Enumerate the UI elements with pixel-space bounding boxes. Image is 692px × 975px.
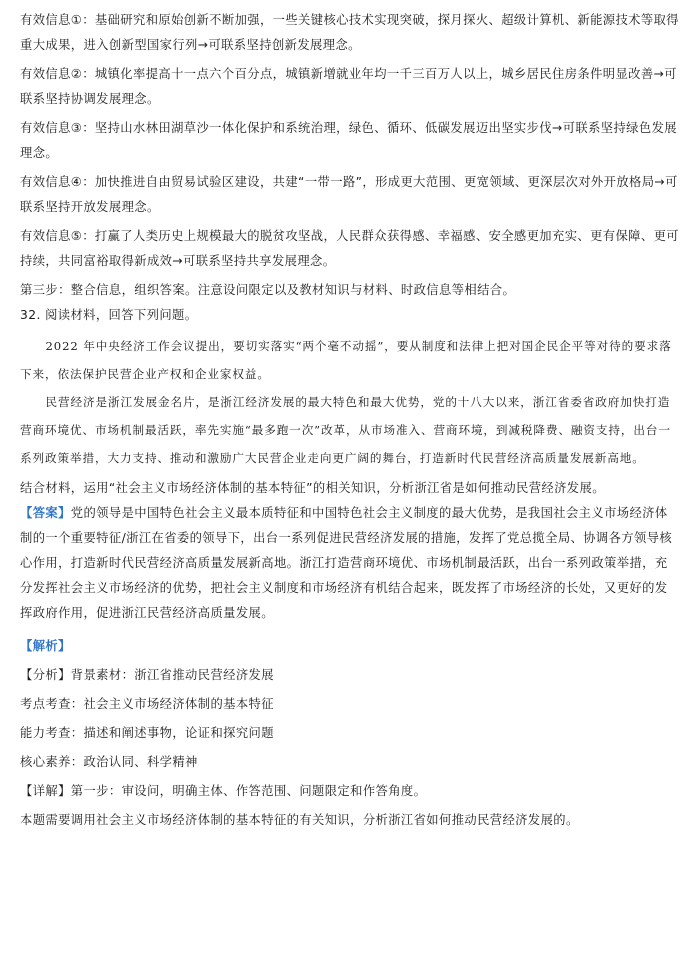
info-item-2: 有效信息②：城镇化率提高十一点六个百分点，城镇新增就业年均一千三百万人以上，城乡居民住房条件明显改善→可联系坚持协调发展理念。 xyxy=(20,67,677,106)
material-paragraph-2: 民营经济是浙江发展金名片，是浙江经济发展的最大特色和最大优势，党的十八大以来，浙江省委省政府加快打造营商环境优、市场机制最活跃，率先实施“最多跑一次”改革，从市场准入、营商环境，到减税降费、融资支持，出台一系列政策举措，大力支持、推动和激励广大民营企业走向更广阔的舞台，打造新时代民营经济高质量发展新高地。 xyxy=(20,395,671,465)
info-item-4: 有效信息④：加快推进自由贸易试验区建设，共建“一带一路”，形成更大范围、更宽领域、更深层次对外开放格局→可联系坚持开放发展理念。 xyxy=(20,175,678,214)
step3-text: 第三步：整合信息，组织答案。注意设问限定以及教材知识与材料、时政信息等相结合。 xyxy=(20,283,516,297)
info-item-3: 有效信息③：坚持山水林田湖草沙一体化保护和系统治理，绿色、循环、低碳发展迈出坚实步伐→可联系坚持绿色发展理念。 xyxy=(20,121,677,160)
question-prompt: 结合材料，运用“社会主义市场经济体制的基本特征”的相关知识，分析浙江省是如何推动民营经济发展。 xyxy=(20,481,605,495)
analysis-label: 【解析】 xyxy=(20,639,71,653)
analysis-line-4: 核心素养：政治认同、科学精神 xyxy=(20,755,198,769)
analysis-line-2: 考点考查：社会主义市场经济体制的基本特征 xyxy=(20,697,274,711)
analysis-line-1: 【分析】背景素材：浙江省推动民营经济发展 xyxy=(20,668,274,682)
detail-step1-text: 第一步：审设问，明确主体、作答范围、问题限定和作答角度。 xyxy=(70,784,427,798)
detail-label: 【详解】 xyxy=(20,784,71,798)
answer-block xyxy=(20,501,680,626)
material-paragraph-1: 2022 年中央经济工作会议提出，要切实落实“两个毫不动摇”，要从制度和法律上把对国企民企平等对待的要求落下来，依法保护民营企业产权和企业家权益。 xyxy=(20,339,672,381)
info-item-5: 有效信息⑤：打赢了人类历史上规模最大的脱贫攻坚战，人民群众获得感、幸福感、安全感更加充实、更有保障、更可持续，共同富裕取得新成效→可联系坚持共享发展理念。 xyxy=(20,229,679,268)
detail-step1 xyxy=(20,779,680,804)
analysis-line-3: 能力考查：描述和阐述事物，论证和探究问题 xyxy=(20,726,274,740)
answer-label: 【答案】 xyxy=(20,506,71,520)
detail-text: 本题需要调用社会主义市场经济体制的基本特征的有关知识，分析浙江省如何推动民营经济发展的。 xyxy=(20,813,579,827)
info-item-1: 有效信息①：基础研究和原始创新不断加强，一些关键核心技术实现突破，探月探火、超级计算机、新能源技术等取得重大成果，进入创新型国家行列→可联系坚持创新发展理念。 xyxy=(20,13,679,52)
answer-text: 党的领导是中国特色社会主义最本质特征和中国特色社会主义制度的最大优势，是我国社会主义市场经济体制的一个重要特征/浙江在省委的领导下，出台一系列促进民营经济发展的措施，发挥了党总揽全局、协调各方领导核心作用，打造新时代民营经济高质量发展新高地。浙江打造营商环境优、市场机制最活跃，出台一系列政策举措，充分发挥社会主义市场经济的优势，把社会主义制度和市场经济有机结合起来，既发挥了市场经济的长处，又更好的发挥政府作用，促进浙江民营经济高质量发展。 xyxy=(20,506,673,620)
question-title: 32. 阅读材料，回答下列问题。 xyxy=(20,308,198,322)
analysis-heading xyxy=(20,634,680,659)
